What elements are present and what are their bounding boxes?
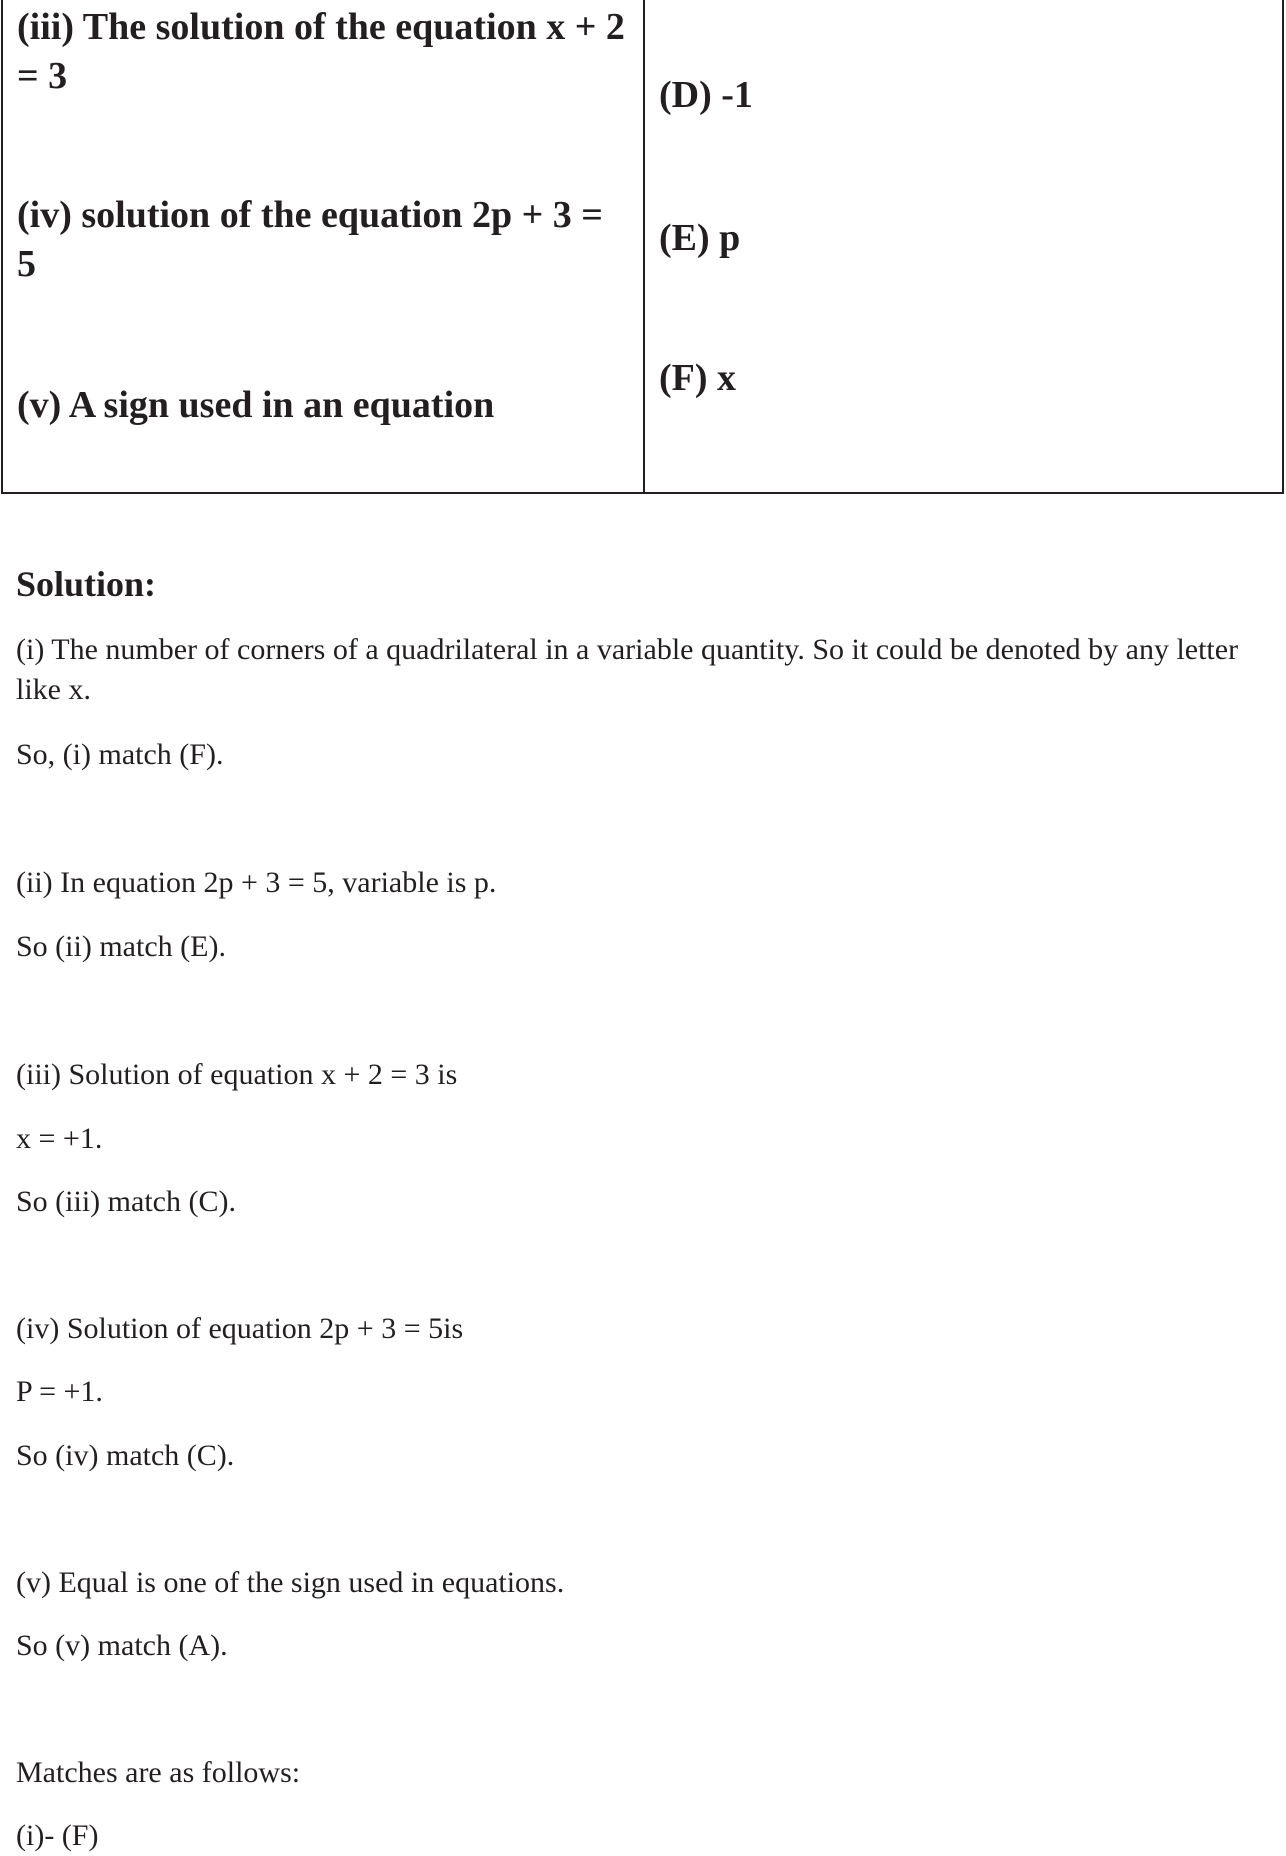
solution-line: So (ii) match (E). (16, 930, 226, 963)
solution-line: So (v) match (A). (16, 1629, 228, 1662)
left-item-iv: (iv) solution of the equation 2p + 3 = 5 (17, 194, 603, 285)
right-item-e: (E) p (659, 217, 741, 259)
left-item-iii: (iii) The solution of the equation x + 2 = 3 (17, 6, 625, 97)
solution-line: (iv) Solution of equation 2p + 3 = 5is (16, 1312, 464, 1345)
solution-line: (i)- (F) (16, 1819, 99, 1852)
solution-line: Matches are as follows: (16, 1756, 301, 1789)
solution-line: (v) Equal is one of the sign used in equations. (16, 1566, 565, 1599)
solution-line: So (iii) match (C). (16, 1185, 236, 1218)
solution-line: (ii) In equation 2p + 3 = 5, variable is p. (16, 866, 497, 899)
solution-line: (i) The number of corners of a quadrilateral in a variable quantity. So it could be denoted by any letter like x. (16, 633, 1239, 706)
column-divider (643, 0, 645, 492)
solution-line: P = +1. (16, 1375, 103, 1408)
right-item-f: (F) x (659, 357, 737, 399)
left-item-v: (v) A sign used in an equation (17, 384, 495, 426)
match-table (1, 0, 1284, 494)
solution-line: So, (i) match (F). (16, 738, 224, 771)
solution-line: (iii) Solution of equation x + 2 = 3 is (16, 1058, 458, 1091)
solution-line: So (iv) match (C). (16, 1439, 235, 1472)
right-item-d: (D) -1 (659, 74, 753, 116)
solution-heading: Solution: (16, 564, 157, 604)
solution-line: x = +1. (16, 1122, 103, 1155)
